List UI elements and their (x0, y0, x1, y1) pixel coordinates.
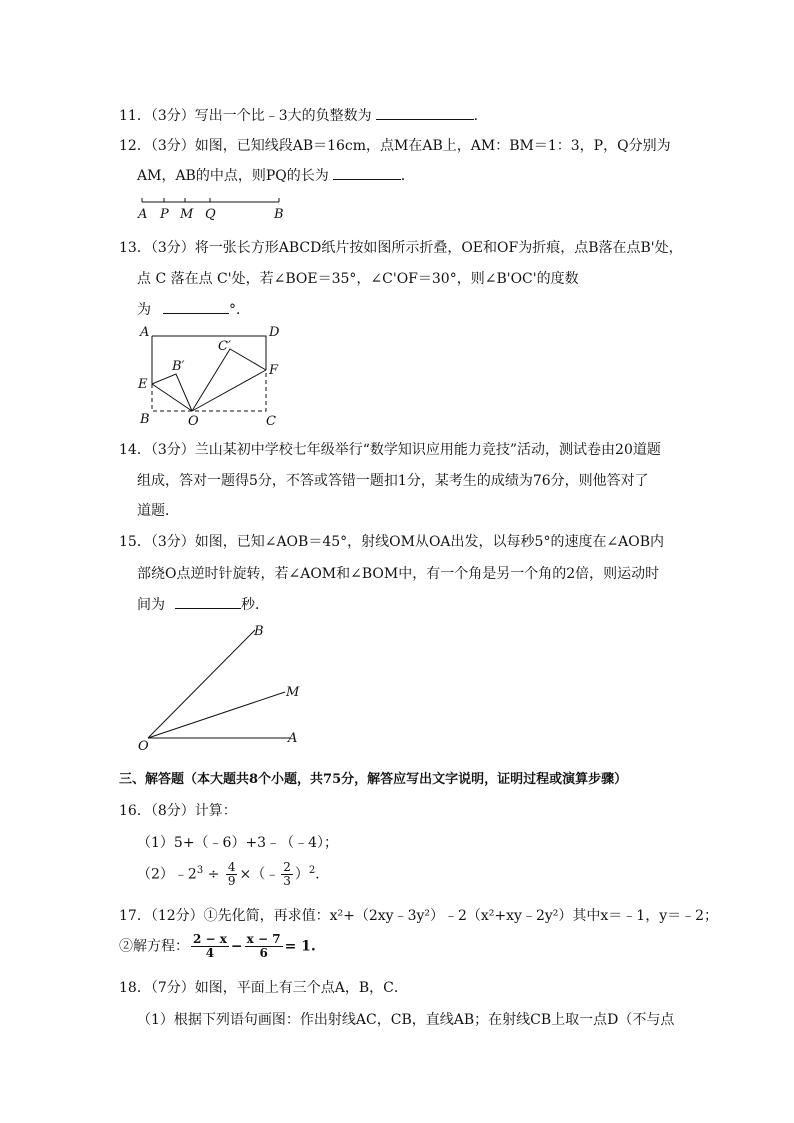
fraction: $\frac{x - 7}{6}$ (246, 932, 281, 960)
angle-figure (130, 620, 310, 755)
fraction: $\frac{4}{9}$ (227, 860, 236, 889)
question-17-line1: 17．（12分）①先化简，再求值：x²+（2xy﹣3y²）﹣2（x²+xy﹣2y²）其中x＝﹣1，y＝﹣2； (119, 908, 719, 924)
question-17-line2: ②解方程： $\frac{2 - x}{4}$ − $\frac{x - 7}{6}$ = 1. (119, 932, 316, 960)
label-P: P (160, 207, 169, 222)
question-14-line1: 14．（3分）兰山某初中学校七年级举行“数学知识应用能力竞技”活动，测试卷由20道题 (119, 442, 661, 458)
question-16-title: 16．（8分）计算： (119, 803, 237, 819)
question-16-part2: $(2)﹣2^3$ ÷ $\frac{4}{9}$ ×（﹣ $\frac{2}{3}$ ）$^2$． (137, 860, 330, 889)
label-A: A (288, 731, 298, 746)
question-18-line2: （1）根据下列语句画图：作出射线AC，CB，直线AB；在射线CB上取一点D（不与点 (137, 1012, 675, 1028)
label-F: F (269, 363, 279, 378)
answer-blank (333, 165, 401, 180)
answer-blank (376, 105, 474, 120)
label-M: M (180, 207, 194, 222)
fraction: $\frac{2}{3}$ (283, 860, 291, 889)
question-13-line2: 点 C 落在点 C'处，若∠BOE＝35°，∠C'OF＝30°，则∠B'OC'的度数 (137, 271, 579, 287)
question-13-line3: 为 °． (137, 299, 250, 319)
label-M: M (286, 685, 300, 700)
segment-figure (130, 192, 290, 224)
question-15-line1: 15．（3分）如图，已知∠AOB＝45°，射线OM从OA出发，以每秒5°的速度在∠AOB内 (119, 534, 665, 550)
question-16-part1: （1）5+（﹣6）+3﹣（﹣4）； (137, 835, 338, 851)
question-15-line3: 间为 秒． (137, 594, 269, 614)
label-E: E (138, 377, 148, 392)
label-A: A (138, 207, 148, 222)
question-13-line1: 13．（3分）将一张长方形ABCD纸片按如图所示折叠，OE和OF为折痕，点B落在点B'处， (119, 240, 683, 256)
question-15-line2: 部绕O点逆时针旋转，若∠AOM和∠BOM中，有一个角是另一个角的2倍，则运动时 (137, 566, 660, 582)
label-D: D (269, 325, 280, 340)
section-heading: 三、解答题（本大题共8个小题，共75分，解答应写出文字说明，证明过程或演算步骤） (119, 772, 628, 787)
answer-blank (163, 299, 229, 314)
question-18-line1: 18．（7分）如图，平面上有三个点A，B，C． (119, 980, 408, 996)
label-C-prime: C′ (218, 339, 231, 354)
question-11-text: 11．（3分）写出一个比﹣3大的负整数为 (119, 108, 372, 124)
label-A: A (140, 325, 150, 340)
question-11: 11．（3分）写出一个比﹣3大的负整数为 ． (119, 105, 488, 125)
label-B: B (254, 624, 264, 639)
label-O: O (188, 414, 199, 429)
question-12-line1: 12．（3分）如图，已知线段AB＝16cm，点M在AB上，AM：BM＝1：3，P，Q分别为 (119, 138, 671, 154)
label-C: C (266, 414, 276, 429)
label-B: B (140, 412, 150, 427)
question-14-line3: 道题． (137, 503, 179, 519)
folded-rectangle-figure (130, 322, 290, 430)
label-B: B (274, 207, 284, 222)
label-B-prime: B′ (172, 359, 185, 374)
fraction: $\frac{2 - x}{4}$ (193, 932, 227, 960)
question-14-line2: 组成，答对一题得5分，不答或答错一题扣1分，某考生的成绩为76分，则他答对了 (137, 473, 649, 489)
answer-blank (175, 594, 241, 609)
label-O: O (138, 739, 149, 754)
label-Q: Q (205, 207, 216, 222)
question-12-line2: AM，AB的中点，则PQ的长为 ． (137, 165, 415, 185)
